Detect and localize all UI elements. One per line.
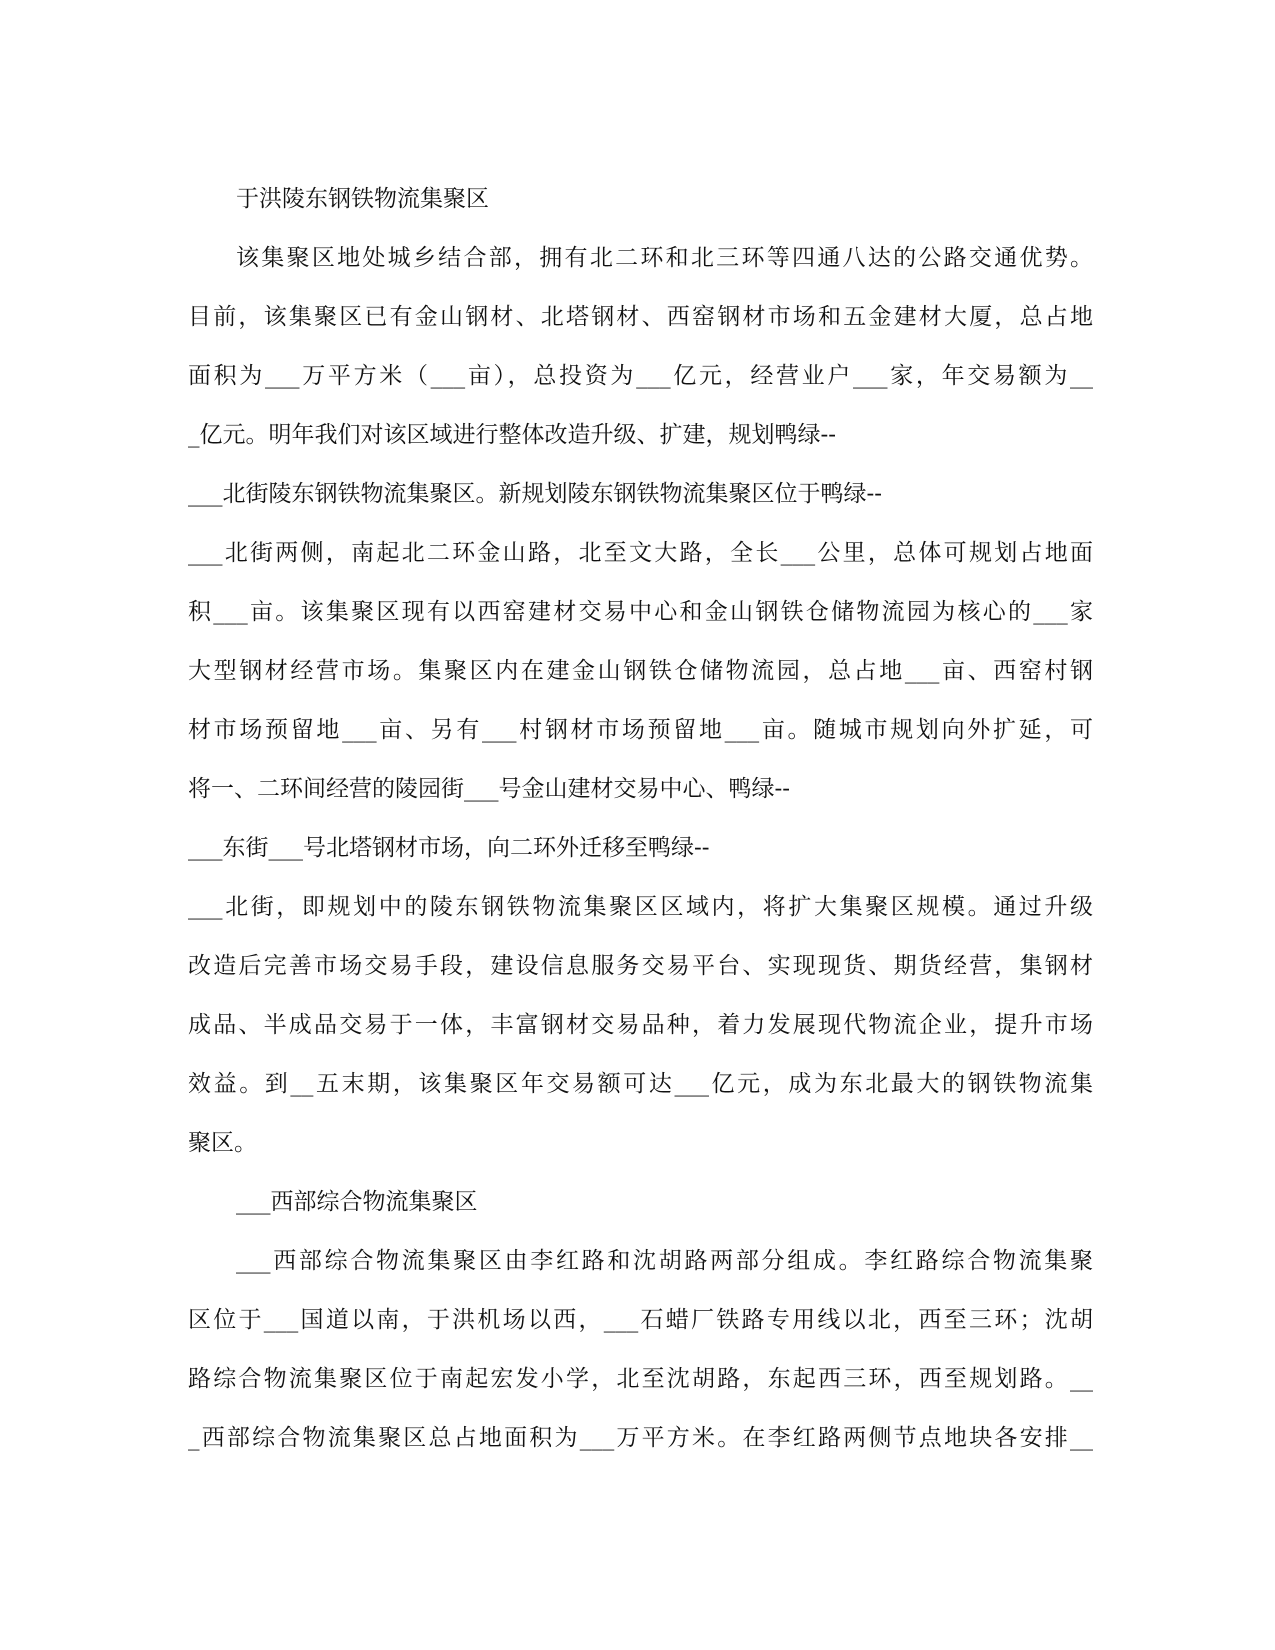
paragraph-line: 效益。到__五末期，该集聚区年交易额可达___亿元，成为东北最大的钢铁物流集	[188, 1071, 1093, 1097]
paragraph-line: ___东街___号北塔钢材市场，向二环外迁移至鸭绿--	[188, 835, 710, 861]
paragraph-line: ___北街陵东钢铁物流集聚区。新规划陵东钢铁物流集聚区位于鸭绿--	[188, 481, 883, 507]
paragraph-line: 材市场预留地___亩、另有___村钢材市场预留地___亩。随城市规划向外扩延，可	[188, 717, 1093, 743]
paragraph-line: _亿元。明年我们对该区域进行整体改造升级、扩建，规划鸭绿--	[188, 422, 837, 448]
section-heading-2: ___西部综合物流集聚区	[236, 1189, 478, 1215]
paragraph-line: 该集聚区地处城乡结合部，拥有北二环和北三环等四通八达的公路交通优势。	[236, 245, 1093, 271]
paragraph-line: 成品、半成品交易于一体，丰富钢材交易品种，着力发展现代物流企业，提升市场	[188, 1012, 1093, 1038]
paragraph-line: 目前，该集聚区已有金山钢材、北塔钢材、西窑钢材市场和五金建材大厦，总占地	[188, 304, 1093, 330]
paragraph-line: _西部综合物流集聚区总占地面积为___万平方米。在李红路两侧节点地块各安排__	[188, 1425, 1093, 1451]
paragraph-line: ___北街两侧，南起北二环金山路，北至文大路，全长___公里，总体可规划占地面	[188, 540, 1093, 566]
section-heading-1: 于洪陵东钢铁物流集聚区	[236, 186, 489, 212]
document-body	[188, 170, 1093, 1468]
paragraph-line: 将一、二环间经营的陵园街___号金山建材交易中心、鸭绿--	[188, 776, 791, 802]
paragraph-line: 聚区。	[188, 1130, 257, 1156]
paragraph-line: 大型钢材经营市场。集聚区内在建金山钢铁仓储物流园，总占地___亩、西窑村钢	[188, 658, 1093, 684]
paragraph-line: 区位于___国道以南，于洪机场以西，___石蜡厂铁路专用线以北，西至三环；沈胡	[188, 1307, 1093, 1333]
paragraph-line: 改造后完善市场交易手段，建设信息服务交易平台、实现现货、期货经营，集钢材	[188, 953, 1093, 979]
paragraph-line: 面积为___万平方米（___亩），总投资为___亿元，经营业户___家，年交易额为__	[188, 363, 1093, 389]
paragraph-line: 路综合物流集聚区位于南起宏发小学，北至沈胡路，东起西三环，西至规划路。__	[188, 1366, 1093, 1392]
paragraph-line: ___西部综合物流集聚区由李红路和沈胡路两部分组成。李红路综合物流集聚	[236, 1248, 1093, 1274]
paragraph-line: ___北街，即规划中的陵东钢铁物流集聚区区域内，将扩大集聚区规模。通过升级	[188, 894, 1093, 920]
paragraph-line: 积___亩。该集聚区现有以西窑建材交易中心和金山钢铁仓储物流园为核心的___家	[188, 599, 1093, 625]
